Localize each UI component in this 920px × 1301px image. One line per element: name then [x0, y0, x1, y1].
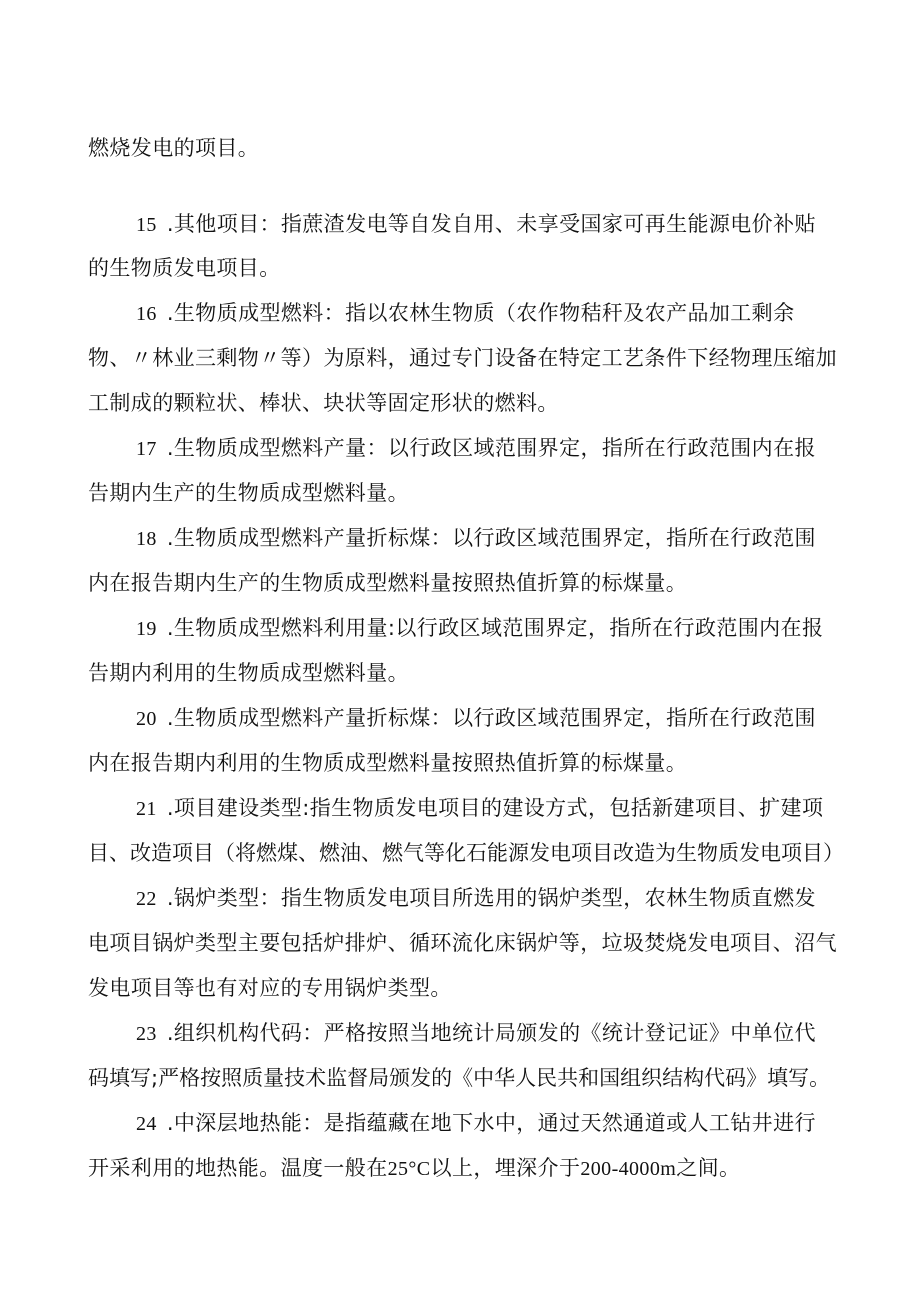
item-20-line-1: 20 .生物质成型燃料产量折标煤：以行政区域范围界定，指所在行政范围: [136, 706, 816, 730]
item-24-line-1: 24 .中深层地热能：是指蕴藏在地下水中，通过天然通道或人工钻井进行: [136, 1111, 816, 1135]
item-22-line-2: 电项目锅炉类型主要包括炉排炉、循环流化床锅炉等，垃圾焚烧发电项目、沼气: [88, 931, 837, 955]
item-19-line-1: 19 .生物质成型燃料利用量:以行政区域范围界定，指所在行政范围内在报: [136, 616, 824, 640]
item-24-line-2: 开采利用的地热能。温度一般在25°C以上，埋深介于200-4000m之间。: [88, 1156, 741, 1180]
item-21-line-2: 目、改造项目（将燃煤、燃油、燃气等化石能源发电项目改造为生物质发电项目）: [88, 841, 844, 865]
item-17-line-1: 17 .生物质成型燃料产量：以行政区域范围界定，指所在行政范围内在报: [136, 436, 816, 460]
item-15-line-2: 的生物质发电项目。: [88, 256, 281, 280]
item-18-line-1: 18 .生物质成型燃料产量折标煤：以行政区域范围界定，指所在行政范围: [136, 526, 816, 550]
item-16-line-1: 16 .生物质成型燃料：指以农林生物质（农作物秸秆及农产品加工剩余: [136, 301, 795, 325]
continuation-line: 燃烧发电的项目。: [88, 136, 260, 160]
depth-range-value: 200-4000m: [580, 1158, 677, 1180]
item-22-line-3: 发电项目等也有对应的专用锅炉类型。: [88, 976, 452, 1000]
item-17-number: 17: [136, 438, 157, 460]
item-21-number: 21: [136, 798, 157, 820]
item-23-line-2: 码填写;严格按照质量技术监督局颁发的《中华人民共和国组织结构代码》填写。: [88, 1066, 831, 1090]
item-20-number: 20: [136, 708, 157, 730]
item-15-number: 15: [136, 214, 157, 236]
item-16-number: 16: [136, 303, 157, 325]
item-19-number: 19: [136, 618, 157, 640]
item-18-number: 18: [136, 528, 157, 550]
item-20-line-2: 内在报告期内利用的生物质成型燃料量按照热值折算的标煤量。: [88, 751, 688, 775]
item-15-line-1: 15 .其他项目：指蔗渣发电等自发自用、未享受国家可再生能源电价补贴: [136, 212, 816, 236]
item-21-line-1: 21 .项目建设类型:指生物质发电项目的建设方式，包括新建项目、扩建项: [136, 796, 824, 820]
item-16-line-2: 物、〃林业三剩物〃等）为原料，通过专门设备在特定工艺条件下经物理压缩加: [88, 346, 837, 370]
temperature-value: 25°C: [387, 1158, 431, 1180]
item-22-number: 22: [136, 888, 157, 910]
item-23-line-1: 23 .组织机构代码：严格按照当地统计局颁发的《统计登记证》中单位代: [136, 1021, 816, 1045]
item-19-line-2: 告期内利用的生物质成型燃料量。: [88, 661, 409, 685]
item-24-number: 24: [136, 1113, 157, 1135]
item-18-line-2: 内在报告期内生产的生物质成型燃料量按照热值折算的标煤量。: [88, 571, 688, 595]
item-17-line-2: 告期内生产的生物质成型燃料量。: [88, 481, 409, 505]
item-16-line-3: 工制成的颗粒状、棒状、块状等固定形状的燃料。: [88, 391, 559, 415]
item-23-number: 23: [136, 1023, 157, 1045]
item-22-line-1: 22 .锅炉类型：指生物质发电项目所选用的锅炉类型，农林生物质直燃发: [136, 886, 816, 910]
